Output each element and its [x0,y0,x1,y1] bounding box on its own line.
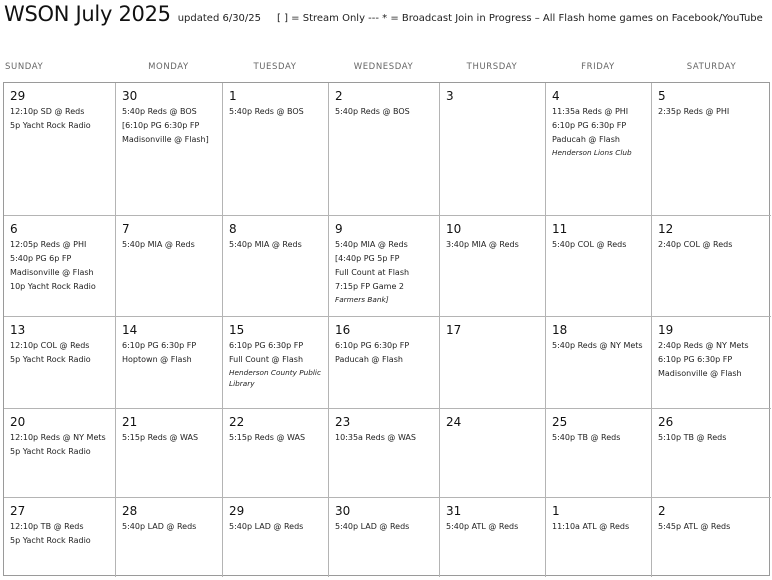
day-cell[interactable] [116,216,223,317]
event-line: 5:40p MIA @ Reds [122,240,195,249]
day-cell[interactable] [440,498,546,577]
day-number: 1 [552,504,560,518]
day-number: 4 [552,89,560,103]
day-number: 22 [229,415,245,429]
event-line: Madisonville @ Flash [658,369,742,378]
day-number: 27 [10,504,26,518]
weekday-header-saturday: SATURDAY [686,62,737,72]
event-line: 10:35a Reds @ WAS [335,433,416,442]
event-line: 5:40p Reds @ BOS [122,107,197,116]
event-line: 2:40p COL @ Reds [658,240,733,249]
event-line: [6:10p PG 6:30p FP [122,121,200,130]
event-line: 5:10p TB @ Reds [658,433,727,442]
day-number: 18 [552,323,568,337]
day-cell[interactable] [440,409,546,498]
day-number: 9 [335,222,343,236]
day-cell[interactable] [223,83,329,216]
event-line: 5:40p PG 6p FP [10,254,72,263]
day-number: 25 [552,415,568,429]
event-line: 5p Yacht Rock Radio [10,536,91,545]
day-number: 20 [10,415,26,429]
day-number: 16 [335,323,351,337]
event-line: 6:10p PG 6:30p FP [229,341,304,350]
day-cell[interactable] [652,317,771,409]
day-cell[interactable] [116,498,223,577]
event-line: 5:15p Reds @ WAS [122,433,199,442]
day-cell[interactable] [329,83,440,216]
event-line: [4:40p PG 5p FP [335,254,400,263]
day-cell[interactable] [329,409,440,498]
day-number: 5 [658,89,666,103]
calendar-header [4,2,763,36]
legend-text: [ ] = Stream Only --- * = Broadcast Join in Progress – All Flash home games on Facebook/YouTube [277,13,763,24]
updated-date: updated 6/30/25 [177,13,262,24]
event-line: 5:40p TB @ Reds [552,433,621,442]
event-line: 12:05p Reds @ PHI [10,240,87,249]
day-cell[interactable] [546,83,652,216]
event-line: 5:40p LAD @ Reds [335,522,410,531]
day-number: 24 [446,415,462,429]
day-number: 6 [10,222,18,236]
event-line: 5:40p MIA @ Reds [335,240,408,249]
day-number: 31 [446,504,462,518]
day-cell[interactable] [546,409,652,498]
day-cell[interactable] [4,83,116,216]
event-line: 5:40p Reds @ BOS [229,107,304,116]
day-cell[interactable] [546,498,652,577]
day-number: 1 [229,89,237,103]
day-number: 13 [10,323,26,337]
event-line: Paducah @ Flash [335,355,403,364]
day-number: 2 [658,504,666,518]
day-number: 29 [10,89,26,103]
day-cell[interactable] [223,498,329,577]
day-cell[interactable] [329,498,440,577]
event-line: Full Count at Flash [335,268,410,277]
event-line: 2:35p Reds @ PHI [658,107,730,116]
event-line: 5p Yacht Rock Radio [10,121,91,130]
day-number: 30 [335,504,351,518]
day-cell[interactable] [4,317,116,409]
event-line: 5p Yacht Rock Radio [10,447,91,456]
event-line: 5:40p LAD @ Reds [122,522,197,531]
day-cell[interactable] [440,216,546,317]
day-number: 17 [446,323,462,337]
event-line: Paducah @ Flash [552,135,620,144]
event-line: 6:10p PG 6:30p FP [335,341,410,350]
event-sponsor-note: Henderson County Public Library [229,368,321,388]
event-line: 5:40p ATL @ Reds [446,522,519,531]
calendar-grid [3,82,770,576]
event-line: 5:15p Reds @ WAS [229,433,306,442]
event-line: 5p Yacht Rock Radio [10,355,91,364]
event-sponsor-note: Henderson Lions Club [552,148,632,157]
day-cell[interactable] [4,498,116,577]
event-line: 7:15p FP Game 2 [335,282,405,291]
event-line: 6:10p PG 6:30p FP [552,121,627,130]
day-number: 26 [658,415,674,429]
day-cell[interactable] [546,216,652,317]
weekday-header-wednesday: WEDNESDAY [353,62,414,72]
day-number: 12 [658,222,674,236]
event-line: 12:10p SD @ Reds [10,107,85,116]
day-cell[interactable] [440,317,546,409]
day-number: 8 [229,222,237,236]
event-sponsor-note: Farmers Bank] [335,295,389,304]
day-cell[interactable] [329,317,440,409]
day-cell[interactable] [4,409,116,498]
event-line: 10p Yacht Rock Radio [10,282,96,291]
day-number: 23 [335,415,351,429]
event-line: 5:40p COL @ Reds [552,240,627,249]
event-line: 12:10p COL @ Reds [10,341,90,350]
event-line: 5:40p MIA @ Reds [229,240,302,249]
event-line: Full Count @ Flash [229,355,304,364]
event-line: 6:10p PG 6:30p FP [122,341,197,350]
event-line: 11:10a ATL @ Reds [552,522,630,531]
day-number: 21 [122,415,138,429]
day-number: 15 [229,323,245,337]
day-cell[interactable] [440,83,546,216]
day-cell[interactable] [223,216,329,317]
day-cell[interactable] [223,317,329,409]
weekday-header-sunday: SUNDAY [5,62,44,72]
day-cell[interactable] [652,216,771,317]
day-cell[interactable] [223,409,329,498]
weekday-header-friday: FRIDAY [581,62,615,72]
event-line: 5:40p Reds @ BOS [335,107,410,116]
event-line: 5:40p LAD @ Reds [229,522,304,531]
day-number: 3 [446,89,454,103]
day-cell[interactable] [329,216,440,317]
day-cell[interactable] [116,83,223,216]
day-cell[interactable] [4,216,116,317]
day-cell[interactable] [652,409,771,498]
day-number: 11 [552,222,568,236]
weekday-header-thursday: THURSDAY [466,62,518,72]
weekday-header-monday: MONDAY [148,62,189,72]
day-number: 14 [122,323,138,337]
event-line: Madisonville @ Flash] [122,135,209,144]
event-line: Hoptown @ Flash [122,355,192,364]
day-cell[interactable] [652,498,771,577]
day-cell[interactable] [116,409,223,498]
event-line: 2:40p Reds @ NY Mets [658,341,749,350]
day-cell[interactable] [652,83,771,216]
day-cell[interactable] [546,317,652,409]
day-number: 30 [122,89,138,103]
event-line: 3:40p MIA @ Reds [446,240,519,249]
day-number: 29 [229,504,245,518]
day-cell[interactable] [116,317,223,409]
event-line: 12:10p TB @ Reds [10,522,84,531]
event-line: 5:45p ATL @ Reds [658,522,731,531]
event-line: 12:10p Reds @ NY Mets [10,433,106,442]
event-line: 5:40p Reds @ NY Mets [552,341,643,350]
day-number: 2 [335,89,343,103]
page-title: WSON July 2025 [4,2,171,26]
day-number: 10 [446,222,462,236]
day-number: 28 [122,504,138,518]
day-number: 19 [658,323,674,337]
day-number: 7 [122,222,130,236]
weekday-header-row [0,62,772,78]
event-line: 6:10p PG 6:30p FP [658,355,733,364]
event-line: 11:35a Reds @ PHI [552,107,629,116]
weekday-header-tuesday: TUESDAY [253,62,297,72]
event-line: Madisonville @ Flash [10,268,94,277]
